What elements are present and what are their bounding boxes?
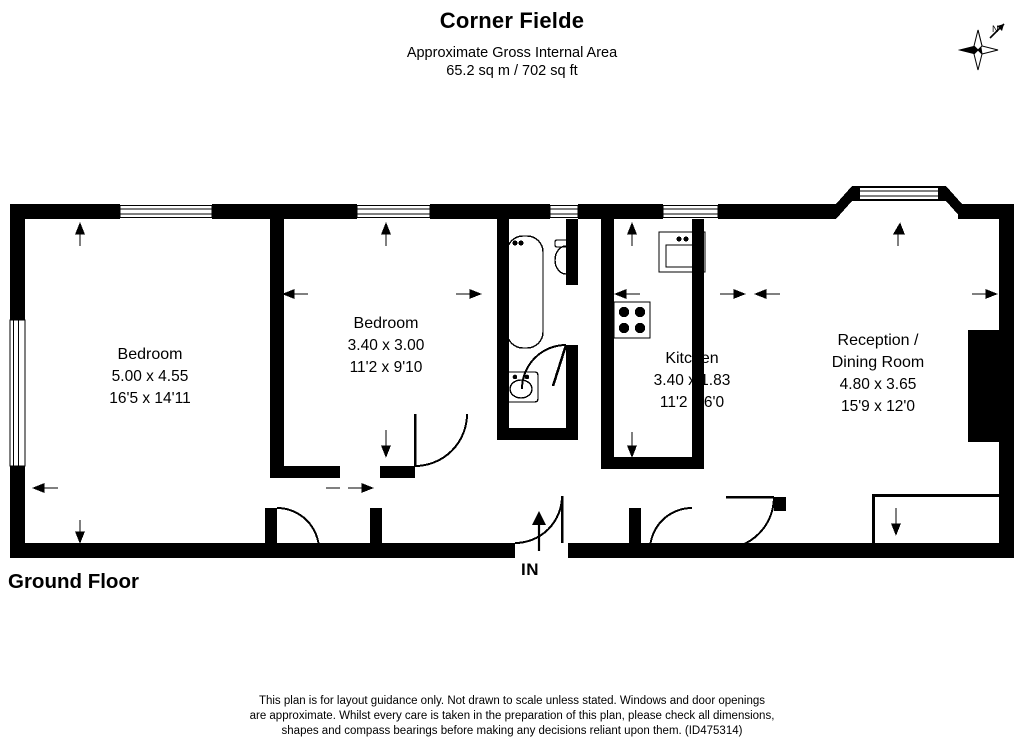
window-top-4 xyxy=(663,206,718,218)
window-top-3 xyxy=(550,206,578,218)
room-metric: 3.40 x 3.00 xyxy=(347,337,425,354)
room-metric: 3.40 x 1.83 xyxy=(653,372,731,389)
window-left xyxy=(10,320,25,466)
room-label-reception-dining xyxy=(785,330,971,418)
door-swing-bedroom2 xyxy=(415,414,467,466)
room-name: Bedroom xyxy=(117,346,183,363)
room-imperial: 11'2 x 9'10 xyxy=(349,359,423,376)
kitchen-fixtures xyxy=(614,232,705,338)
room-name: Bedroom xyxy=(353,315,419,332)
room-label-bedroom-1 xyxy=(60,344,240,410)
disclaimer xyxy=(0,694,1024,739)
area-caption-line1: Approximate Gross Internal Area xyxy=(406,45,618,61)
room-name: Kitchen xyxy=(665,350,719,367)
room-imperial: 16'5 x 14'11 xyxy=(109,390,191,407)
room-name: Reception / xyxy=(837,332,919,349)
entrance-arrow-icon xyxy=(528,505,550,555)
room-imperial: 15'9 x 12'0 xyxy=(840,398,915,415)
window-top-2 xyxy=(357,206,430,218)
room-metric: 4.80 x 3.65 xyxy=(839,376,917,393)
window-top-1 xyxy=(120,206,212,218)
room-imperial: 11'2 x 6'0 xyxy=(659,394,725,411)
room-name-line2: Dining Room xyxy=(831,354,925,371)
compass-north-label: N xyxy=(992,24,999,34)
floor-title: Ground Floor xyxy=(8,570,139,593)
room-metric: 5.00 x 4.55 xyxy=(111,368,189,385)
bay-window-top-right xyxy=(836,186,962,219)
door-swing-reception xyxy=(722,497,774,549)
room-label-kitchen xyxy=(602,348,782,414)
room-label-bedroom-2 xyxy=(296,313,476,379)
area-caption-line2: 65.2 sq m / 702 sq ft xyxy=(446,63,578,79)
disclaimer-line-3: shapes and compass bearings before making any decisions reliant upon them. (ID475314) xyxy=(281,725,743,737)
entrance-label: IN xyxy=(521,560,539,579)
disclaimer-line-1: This plan is for layout guidance only. Not drawn to scale unless stated. Windows and door openings xyxy=(258,695,766,707)
page-title: Corner Fielde xyxy=(439,8,585,33)
disclaimer-line-2: are approximate. Whilst every care is taken in the preparation of this plan, please check all dimensions, xyxy=(249,710,775,722)
